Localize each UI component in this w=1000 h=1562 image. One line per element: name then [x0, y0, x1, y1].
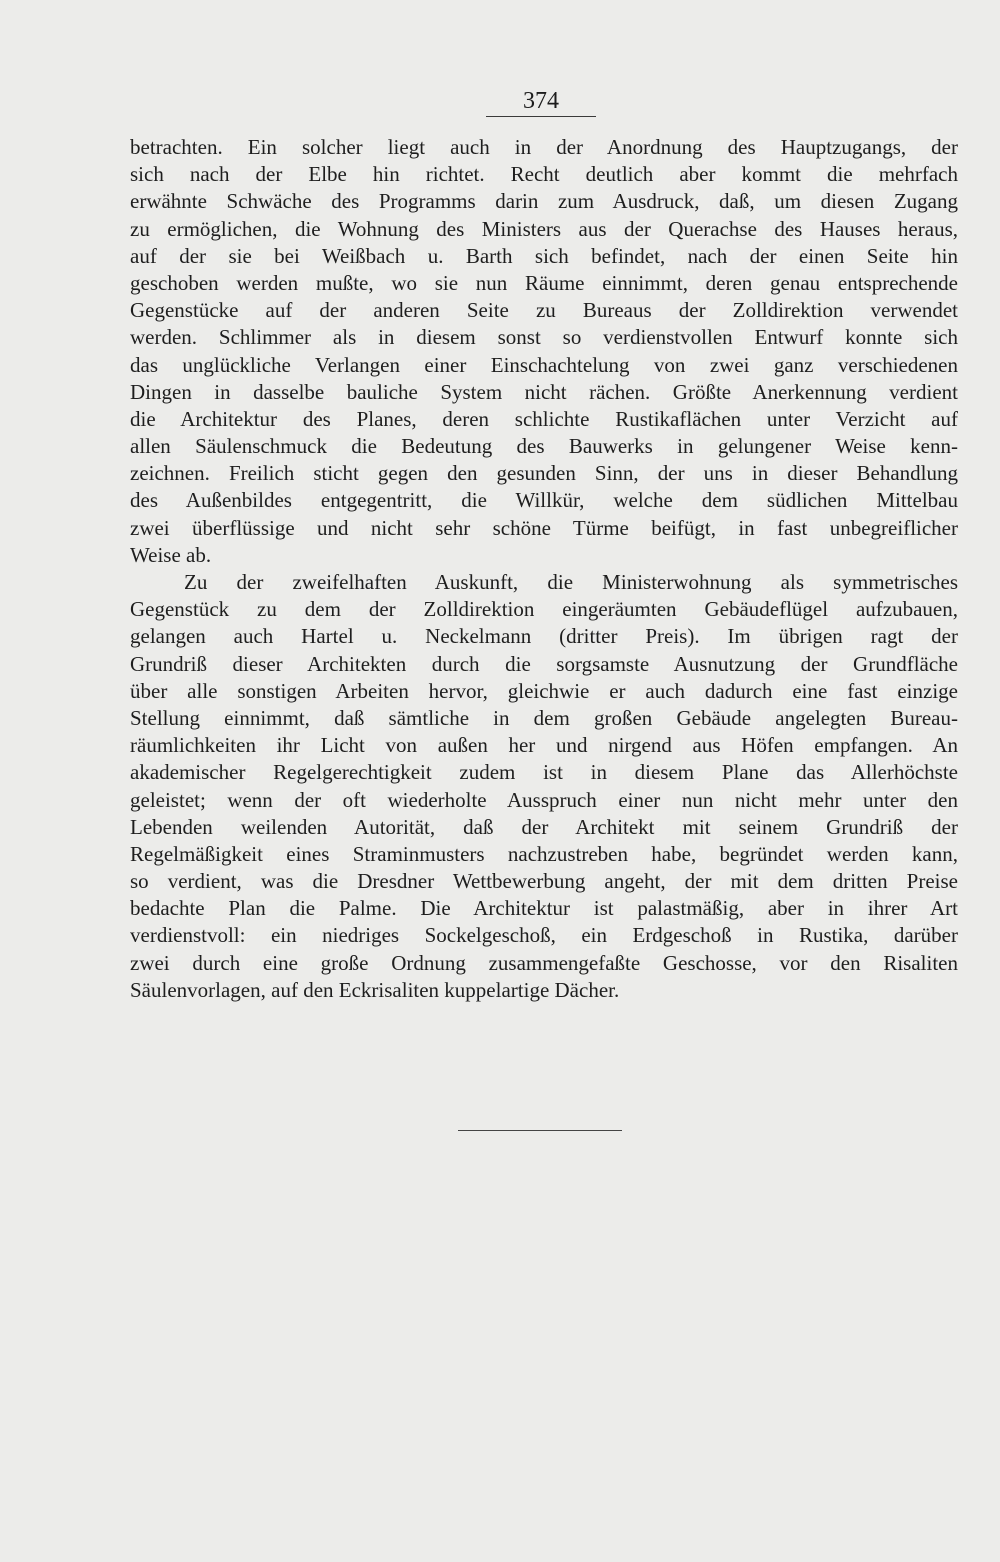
- text-line: das unglückliche Verlangen einer Einschachtelung von zwei ganz verschiedenen: [130, 352, 958, 377]
- paragraph-1: [130, 134, 958, 569]
- text-line: allen Säulenschmuck die Bedeutung des Bauwerks in gelungener Weise kenn-: [130, 434, 958, 459]
- text-line: Zu der zweifelhaften Auskunft, die Ministerwohnung als symmetrisches: [184, 570, 958, 594]
- text-line: Regelmäßigkeit eines Straminmusters nachzustreben habe, begründet werden kann,: [130, 841, 958, 866]
- text-line: akademischer Regelgerechtigkeit zudem ist in diesem Plane das Allerhöchste: [130, 760, 958, 785]
- text-line: räumlichkeiten ihr Licht von außen her und nirgend aus Höfen empfangen. An: [130, 733, 958, 758]
- text-line: erwähnte Schwäche des Programms darin zum Ausdruck, daß, um diesen Zugang: [130, 189, 958, 214]
- text-line: verdienstvoll: ein niedriges Sockelgeschoß, ein Erdgeschoß in Rustika, darüber: [130, 923, 958, 948]
- text-line: zeichnen. Freilich sticht gegen den gesunden Sinn, der uns in dieser Behandlung: [130, 461, 958, 486]
- text-line: geleistet; wenn der oft wiederholte Ausspruch einer nun nicht mehr unter den: [130, 787, 958, 812]
- text-line: Gegenstücke auf der anderen Seite zu Bureaus der Zolldirektion verwendet: [130, 298, 958, 323]
- text-line: über alle sonstigen Arbeiten hervor, gleichwie er auch dadurch eine fast einzige: [130, 678, 958, 703]
- text-line: so verdient, was die Dresdner Wettbewerbung angeht, der mit dem dritten Preise: [130, 869, 958, 894]
- text-line: sich nach der Elbe hin richtet. Recht deutlich aber kommt die mehrfach: [130, 162, 958, 187]
- text-line: Dingen in dasselbe bauliche System nicht rächen. Größte Anerkennung verdient: [130, 379, 958, 404]
- text-line: geschoben werden mußte, wo sie nun Räume einnimmt, deren genau entsprechende: [130, 270, 958, 295]
- section-end-rule: [458, 1130, 622, 1131]
- text-line: die Architektur des Planes, deren schlichte Rustikaflächen unter Verzicht auf: [130, 406, 958, 431]
- text-line: Weise ab.: [130, 542, 212, 567]
- text-line: Lebenden weilenden Autorität, daß der Architekt mit seinem Grundriß der: [130, 814, 958, 839]
- text-line: Gegenstück zu dem der Zolldirektion eingeräumten Gebäudeflügel aufzubauen,: [130, 597, 958, 622]
- text-line: zwei durch eine große Ordnung zusammengefaßte Geschosse, vor den Risaliten: [130, 950, 958, 975]
- text-line: Stellung einnimmt, daß sämtliche in dem großen Gebäude angelegten Bureau-: [130, 705, 958, 730]
- text-line: Säulenvorlagen, auf den Eckrisaliten kuppelartige Dächer.: [130, 977, 620, 1002]
- text-line: werden. Schlimmer als in diesem sonst so verdienstvollen Entwurf konnte sich: [130, 325, 958, 350]
- text-line: zwei überflüssige und nicht sehr schöne Türme beifügt, in fast unbegreiflicher: [130, 515, 958, 540]
- paragraph-2: [130, 569, 958, 1004]
- text-line: zu ermöglichen, die Wohnung des Ministers aus der Querachse des Hauses heraus,: [130, 216, 958, 241]
- page-number: 374: [523, 88, 559, 114]
- text-line: betrachten. Ein solcher liegt auch in der Anordnung des Hauptzugangs, der: [130, 135, 958, 159]
- text-line: auf der sie bei Weißbach u. Barth sich befindet, nach der einen Seite hin: [130, 243, 958, 268]
- text-line: gelangen auch Hartel u. Neckelmann (dritter Preis). Im übrigen ragt der: [130, 624, 958, 649]
- text-line: bedachte Plan die Palme. Die Architektur ist palastmäßig, aber in ihrer Art: [130, 896, 958, 921]
- text-line: Grundriß dieser Architekten durch die sorgsamste Ausnutzung der Grundfläche: [130, 651, 958, 676]
- body-text: [130, 134, 958, 1004]
- page-number-underline: [486, 116, 596, 117]
- text-line: des Außenbildes entgegentritt, die Willkür, welche dem südlichen Mittelbau: [130, 488, 958, 513]
